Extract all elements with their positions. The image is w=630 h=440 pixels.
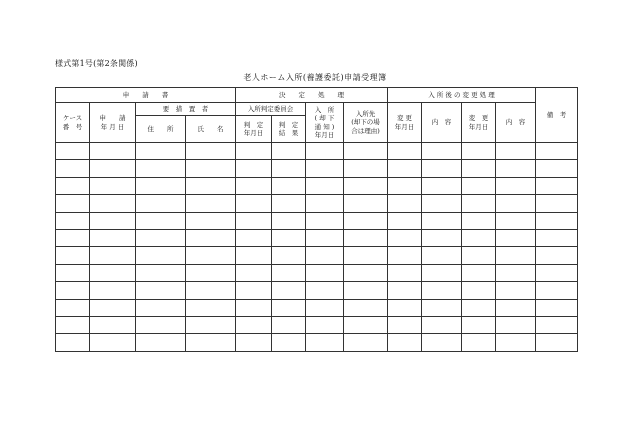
- table-cell[interactable]: [136, 316, 186, 333]
- table-cell[interactable]: [536, 177, 578, 194]
- table-cell[interactable]: [306, 316, 344, 333]
- document-title: 老人ホーム入所(養護委託)申請受理簿: [243, 73, 387, 82]
- table-cell[interactable]: [56, 282, 90, 299]
- table-cell[interactable]: [272, 334, 306, 351]
- table-cell[interactable]: [136, 229, 186, 246]
- table-cell[interactable]: [136, 334, 186, 351]
- table-cell[interactable]: [388, 282, 422, 299]
- table-cell[interactable]: [496, 299, 536, 316]
- table-cell[interactable]: [496, 212, 536, 229]
- table-row: [56, 264, 578, 281]
- table-cell[interactable]: [56, 229, 90, 246]
- header-judgment-committee: 入所判定委員会: [236, 103, 306, 116]
- table-cell[interactable]: [90, 143, 136, 160]
- table-cell[interactable]: [344, 334, 388, 351]
- table-cell[interactable]: [56, 299, 90, 316]
- table-cell[interactable]: [306, 195, 344, 212]
- table-cell[interactable]: [536, 264, 578, 281]
- table-cell[interactable]: [422, 143, 462, 160]
- table-cell[interactable]: [306, 177, 344, 194]
- table-cell[interactable]: [186, 247, 236, 264]
- table-cell[interactable]: [422, 316, 462, 333]
- table-cell[interactable]: [344, 177, 388, 194]
- table-cell[interactable]: [422, 195, 462, 212]
- table-cell[interactable]: [236, 160, 272, 177]
- table-cell[interactable]: [388, 195, 422, 212]
- table-cell[interactable]: [186, 264, 236, 281]
- table-cell[interactable]: [306, 143, 344, 160]
- table-cell[interactable]: [496, 160, 536, 177]
- ledger-body: [56, 143, 578, 352]
- table-cell[interactable]: [90, 212, 136, 229]
- table-cell[interactable]: [186, 316, 236, 333]
- table-cell[interactable]: [56, 177, 90, 194]
- table-cell[interactable]: [236, 212, 272, 229]
- table-cell[interactable]: [90, 264, 136, 281]
- table-cell[interactable]: [388, 160, 422, 177]
- table-cell[interactable]: [496, 229, 536, 246]
- table-cell[interactable]: [136, 247, 186, 264]
- table-cell[interactable]: [536, 160, 578, 177]
- table-cell[interactable]: [344, 316, 388, 333]
- table-cell[interactable]: [272, 299, 306, 316]
- table-cell[interactable]: [388, 212, 422, 229]
- header-judgment-result: 判 定 結 果: [272, 116, 306, 143]
- header-care-recipient: 要 措 置 者: [136, 103, 236, 116]
- table-cell[interactable]: [272, 282, 306, 299]
- table-cell[interactable]: [272, 316, 306, 333]
- table-cell[interactable]: [536, 334, 578, 351]
- table-cell[interactable]: [272, 160, 306, 177]
- table-row: [56, 247, 578, 264]
- table-cell[interactable]: [344, 229, 388, 246]
- table-cell[interactable]: [388, 334, 422, 351]
- table-cell[interactable]: [236, 195, 272, 212]
- table-cell[interactable]: [236, 264, 272, 281]
- table-row: [56, 195, 578, 212]
- header-remarks: 備 考: [536, 88, 578, 143]
- table-cell[interactable]: [56, 334, 90, 351]
- table-cell[interactable]: [272, 212, 306, 229]
- table-cell[interactable]: [496, 143, 536, 160]
- header-changes-group: 入 所 後 の 変 更 処 理: [388, 88, 536, 103]
- table-cell[interactable]: [90, 177, 136, 194]
- table-cell[interactable]: [186, 282, 236, 299]
- table-cell[interactable]: [56, 247, 90, 264]
- table-cell[interactable]: [536, 212, 578, 229]
- table-cell[interactable]: [236, 316, 272, 333]
- table-cell[interactable]: [186, 212, 236, 229]
- table-cell[interactable]: [56, 143, 90, 160]
- table-cell[interactable]: [186, 160, 236, 177]
- table-cell[interactable]: [90, 282, 136, 299]
- table-cell[interactable]: [536, 316, 578, 333]
- table-cell[interactable]: [344, 299, 388, 316]
- header-address: 住 所: [136, 116, 186, 143]
- table-cell[interactable]: [496, 264, 536, 281]
- table-cell[interactable]: [536, 282, 578, 299]
- table-cell[interactable]: [56, 160, 90, 177]
- table-cell[interactable]: [186, 177, 236, 194]
- header-change2-content: 内 容: [496, 103, 536, 143]
- table-cell[interactable]: [344, 282, 388, 299]
- application-ledger-table: [55, 87, 578, 352]
- table-cell[interactable]: [462, 264, 496, 281]
- table-row: [56, 177, 578, 194]
- table-cell[interactable]: [136, 212, 186, 229]
- header-change1-date: 変 更 年月日: [388, 103, 422, 143]
- table-cell[interactable]: [388, 177, 422, 194]
- table-cell[interactable]: [422, 177, 462, 194]
- table-cell[interactable]: [462, 229, 496, 246]
- table-cell[interactable]: [496, 316, 536, 333]
- table-cell[interactable]: [344, 247, 388, 264]
- table-cell[interactable]: [536, 229, 578, 246]
- table-cell[interactable]: [388, 299, 422, 316]
- header-case-number: ケース 番 号: [56, 103, 90, 143]
- table-cell[interactable]: [186, 299, 236, 316]
- header-judgment-date: 判 定 年月日: [236, 116, 272, 143]
- table-row: [56, 212, 578, 229]
- table-cell[interactable]: [462, 316, 496, 333]
- table-cell[interactable]: [186, 195, 236, 212]
- table-cell[interactable]: [306, 334, 344, 351]
- table-cell[interactable]: [272, 177, 306, 194]
- table-cell[interactable]: [388, 229, 422, 246]
- table-cell[interactable]: [236, 299, 272, 316]
- header-application-group: 申 請 書: [56, 88, 236, 103]
- table-cell[interactable]: [344, 212, 388, 229]
- table-cell[interactable]: [56, 316, 90, 333]
- table-cell[interactable]: [536, 247, 578, 264]
- table-cell[interactable]: [56, 212, 90, 229]
- table-cell[interactable]: [136, 160, 186, 177]
- table-cell[interactable]: [462, 143, 496, 160]
- table-cell[interactable]: [236, 177, 272, 194]
- table-cell[interactable]: [388, 316, 422, 333]
- table-cell[interactable]: [496, 334, 536, 351]
- table-cell[interactable]: [344, 160, 388, 177]
- table-cell[interactable]: [306, 247, 344, 264]
- table-cell[interactable]: [462, 282, 496, 299]
- table-cell[interactable]: [422, 299, 462, 316]
- header-decision-group: 決 定 処 理: [236, 88, 388, 103]
- table-cell[interactable]: [344, 195, 388, 212]
- table-cell[interactable]: [462, 334, 496, 351]
- table-cell[interactable]: [90, 195, 136, 212]
- header-application-date: 申 請 年 月 日: [90, 103, 136, 143]
- table-cell[interactable]: [536, 143, 578, 160]
- table-cell[interactable]: [56, 195, 90, 212]
- table-cell[interactable]: [422, 264, 462, 281]
- table-cell[interactable]: [90, 229, 136, 246]
- table-cell[interactable]: [496, 195, 536, 212]
- table-cell[interactable]: [462, 247, 496, 264]
- table-cell[interactable]: [422, 282, 462, 299]
- table-cell[interactable]: [272, 247, 306, 264]
- table-row: [56, 229, 578, 246]
- table-cell[interactable]: [496, 177, 536, 194]
- table-row: [56, 282, 578, 299]
- table-cell[interactable]: [422, 334, 462, 351]
- table-cell[interactable]: [462, 195, 496, 212]
- table-cell[interactable]: [136, 282, 186, 299]
- table-cell[interactable]: [462, 160, 496, 177]
- table-cell[interactable]: [462, 212, 496, 229]
- table-cell[interactable]: [186, 143, 236, 160]
- table-cell[interactable]: [536, 299, 578, 316]
- table-cell[interactable]: [56, 264, 90, 281]
- table-cell[interactable]: [388, 143, 422, 160]
- table-cell[interactable]: [236, 143, 272, 160]
- table-cell[interactable]: [344, 143, 388, 160]
- table-cell[interactable]: [236, 247, 272, 264]
- table-cell[interactable]: [272, 143, 306, 160]
- table-cell[interactable]: [306, 264, 344, 281]
- table-cell[interactable]: [306, 212, 344, 229]
- table-cell[interactable]: [462, 299, 496, 316]
- form-number: 様式第1号(第2条関係): [55, 59, 138, 68]
- table-cell[interactable]: [90, 334, 136, 351]
- table-row: [56, 334, 578, 351]
- table-cell[interactable]: [272, 264, 306, 281]
- table-cell[interactable]: [272, 195, 306, 212]
- table-cell[interactable]: [306, 299, 344, 316]
- table-cell[interactable]: [422, 247, 462, 264]
- header-destination: 入所先 (却下の場 合は理由): [344, 103, 388, 143]
- table-row: [56, 299, 578, 316]
- table-cell[interactable]: [306, 282, 344, 299]
- table-cell[interactable]: [136, 195, 186, 212]
- table-cell[interactable]: [422, 229, 462, 246]
- table-row: [56, 160, 578, 177]
- table-cell[interactable]: [136, 264, 186, 281]
- table-cell[interactable]: [422, 160, 462, 177]
- table-row: [56, 143, 578, 160]
- table-cell[interactable]: [306, 229, 344, 246]
- table-cell[interactable]: [90, 316, 136, 333]
- table-cell[interactable]: [496, 247, 536, 264]
- table-cell[interactable]: [136, 299, 186, 316]
- table-cell[interactable]: [186, 334, 236, 351]
- table-cell[interactable]: [422, 212, 462, 229]
- table-cell[interactable]: [272, 229, 306, 246]
- table-row: [56, 316, 578, 333]
- header-change2-date: 変 更 年月日: [462, 103, 496, 143]
- table-cell[interactable]: [236, 229, 272, 246]
- table-cell[interactable]: [536, 195, 578, 212]
- table-cell[interactable]: [136, 177, 186, 194]
- header-admission-date: 入 所 ( 却 下 通 知 ) 年月日: [306, 103, 344, 143]
- table-cell[interactable]: [236, 282, 272, 299]
- table-cell[interactable]: [306, 160, 344, 177]
- table-cell[interactable]: [186, 229, 236, 246]
- table-cell[interactable]: [90, 247, 136, 264]
- table-cell[interactable]: [90, 299, 136, 316]
- table-cell[interactable]: [344, 264, 388, 281]
- table-cell[interactable]: [90, 160, 136, 177]
- header-name: 氏 名: [186, 116, 236, 143]
- table-cell[interactable]: [388, 264, 422, 281]
- table-cell[interactable]: [496, 282, 536, 299]
- table-cell[interactable]: [388, 247, 422, 264]
- table-cell[interactable]: [462, 177, 496, 194]
- table-cell[interactable]: [136, 143, 186, 160]
- table-cell[interactable]: [236, 334, 272, 351]
- header-change1-content: 内 容: [422, 103, 462, 143]
